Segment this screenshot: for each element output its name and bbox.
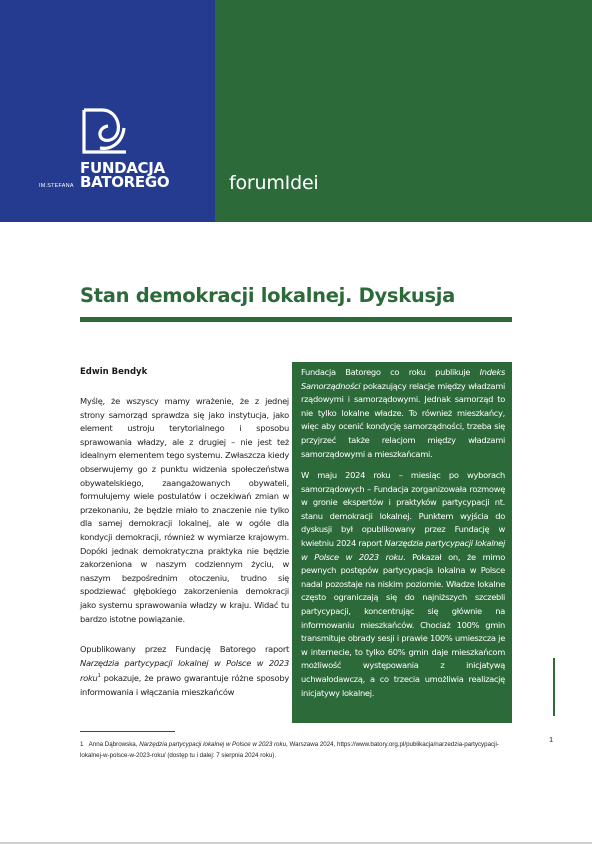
intro-box-paragraph-2: W maju 2024 roku – miesiąc po wyborach samorządowych – Fundacja zorganizowała rozmowę w gronie ekspertów i praktyków partycypacji nt. stanu demokracji lokalnej. Punktem wyjścia do dyskusji był opublikowany przez Fundację w kwietniu 2024 raport Narzędzia partycypacji lokalnej w Polsce w 2023 roku. Pokazał on, że mimo pewnych postępów partycypacja lokalna w Polsce nadal pozostaje na niskim poziomie. Władze lokalne często ograniczają się do najniższych szczebli partycypacji, koncentrując się głównie na informowaniu mieszkańców. Chociaż 100% gmin transmituje obrady sesji i prawie 100% umieszcza je w internecie, to tylko 60% gmin daje mieszkańcom możliwość występowania z inicjatywą uchwałodawczą, a co trzecia umożliwia realizację inicjatywy lokalnej.	[301, 470, 505, 698]
forum-idei-brand: forumIdei	[229, 172, 319, 194]
footnote-marker: 1	[97, 673, 101, 680]
intro-box-paragraph-1: Fundacja Batorego co roku publikuje Indeks Samorządności pokazujący relacje między władzami rządowymi i samorządowymi. Jednak samorząd to nie tylko lokalne władze. To również mieszkańcy, więc aby ocenić kondycję samorządności, trzeba się przyjrzeć także relacjom między władzami samorządowymi a mieszkańcami.	[301, 367, 505, 459]
report-title-ref: Narzędzia partycypacji lokalnej w Polsce w 2023 roku	[80, 657, 289, 683]
footnote: 1 Anna Dąbrowska, Narzędzia partycypacji lokalnej w Polsce w 2023 roku, Warszawa 2024, https://www.batory.org.pl/publikacja/narzedzia-partycypacji-lokalnej-w-polsce-w-2023-roku/ (dostęp tu i dalej: 7 sierpnia 2024 roku).	[80, 741, 499, 759]
index-title: Indeks Samorządności	[301, 367, 505, 391]
margin-accent-rule	[553, 658, 555, 716]
title-underline	[80, 317, 512, 322]
page-title: Stan demokracji lokalnej. Dyskusja	[80, 284, 456, 307]
logo-small-text: IM.STEFANA	[39, 183, 74, 189]
page-number: 1	[549, 735, 554, 744]
author-name: Edwin Bendyk	[80, 367, 148, 377]
report-title: Narzędzia partycypacji lokalnej w Polsce w 2023 roku	[301, 537, 505, 562]
page-bottom-edge	[0, 842, 592, 844]
foundation-logo-icon	[80, 106, 130, 156]
footnote-divider	[80, 731, 175, 732]
footnote-link[interactable]: , Warszawa 2024, https://www.batory.org.pl/publikacja/narzedzia-partycypacji-lokalnej-w-polsce-w-2023-roku/ (dostęp tu i dalej: 7 sierpnia 2024 roku).	[80, 741, 499, 759]
body-paragraph-1: Myślę, że wszyscy mamy wrażenie, że z jednej strony samorząd sprawdza się jako instytucja, jako element ustroju terytorialnego i sposobu sprawowania władzy, ale z drugiej – nie jest też idealnym elementem tego systemu. Zwłaszcza kiedy obserwujemy go z punktu widzenia społeczeństwa obywatelskiego, zaangażowanych obywateli, formułujemy wiele postulatów i oczekiwań zmian w przekonaniu, że będzie miało to znaczenie nie tylko dla samej demokracji lokalnej, ale w ogóle dla kondycji demokracji, również w wymiarze krajowym. Dopóki jednak demokratyczna praktyka nie będzie zakorzeniona w naszym codziennym życiu, w naszym bezpośrednim otoczeniu, trudno się spodziewać głębokiego zakorzenienia demokracji jako systemu sprawowania władzy w kraju. Widać tu bardzo istotne powiązanie.	[80, 396, 289, 624]
body-paragraph-2: Opublikowany przez Fundację Batorego raport Narzędzia partycypacji lokalnej w Polsce w 2023 roku$^1$ pokazuje, że prawo gwarantuje różne sposoby informowania i włączania mieszkańców	[80, 644, 289, 697]
logo-line-1: FUNDACJA	[80, 159, 165, 177]
foundation-logo-text	[80, 161, 169, 189]
logo-line-2: BATOREGO	[80, 173, 170, 191]
